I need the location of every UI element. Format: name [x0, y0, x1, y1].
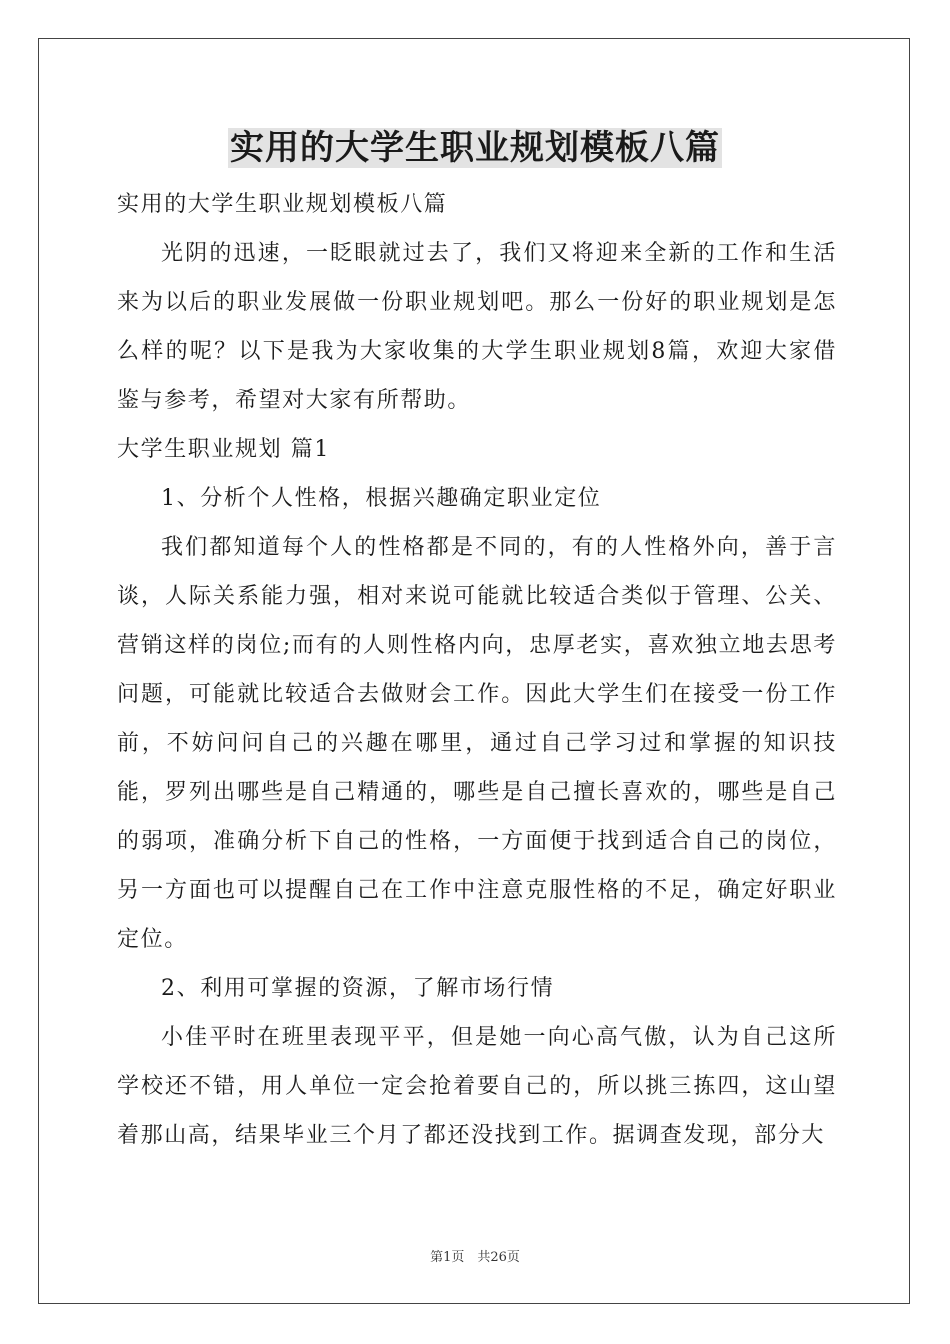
page-number: 第1页 共26页 [430, 1250, 520, 1265]
document-subtitle: 实用的大学生职业规划模板八篇 [117, 192, 448, 217]
point2-heading: 2、利用可掌握的资源，了解市场行情 [161, 976, 555, 1001]
document-title [0, 122, 950, 174]
section-heading: 大学生职业规划 篇1 [117, 437, 330, 462]
page-footer [0, 1246, 950, 1265]
point1-heading: 1、分析个人性格，根据兴趣确定职业定位 [161, 486, 602, 511]
intro-paragraph: 光阴的迅速，一眨眼就过去了，我们又将迎来全新的工作和生活来为以后的职业发展做一份职业规划吧。那么一份好的职业规划是怎么样的呢？以下是我为大家收集的大学生职业规划8篇，欢迎大家借鉴与参考，希望对大家有所帮助。 [117, 241, 837, 413]
document-body [117, 180, 837, 1160]
document-title-text: 实用的大学生职业规划模板八篇 [230, 128, 720, 168]
point2-paragraph: 小佳平时在班里表现平平，但是她一向心高气傲，认为自己这所学校还不错，用人单位一定会抢着要自己的，所以挑三拣四，这山望着那山高，结果毕业三个月了都还没找到工作。据调查发现，部分大 [117, 1025, 837, 1148]
point1-paragraph: 我们都知道每个人的性格都是不同的，有的人性格外向，善于言谈，人际关系能力强，相对来说可能就比较适合类似于管理、公关、营销这样的岗位;而有的人则性格内向，忠厚老实，喜欢独立地去思考问题，可能就比较适合去做财会工作。因此大学生们在接受一份工作前，不妨问问自己的兴趣在哪里，通过自己学习过和掌握的知识技能，罗列出哪些是自己精通的，哪些是自己擅长喜欢的，哪些是自己的弱项，准确分析下自己的性格，一方面便于找到适合自己的岗位，另一方面也可以提醒自己在工作中注意克服性格的不足，确定好职业定位。 [117, 535, 837, 952]
